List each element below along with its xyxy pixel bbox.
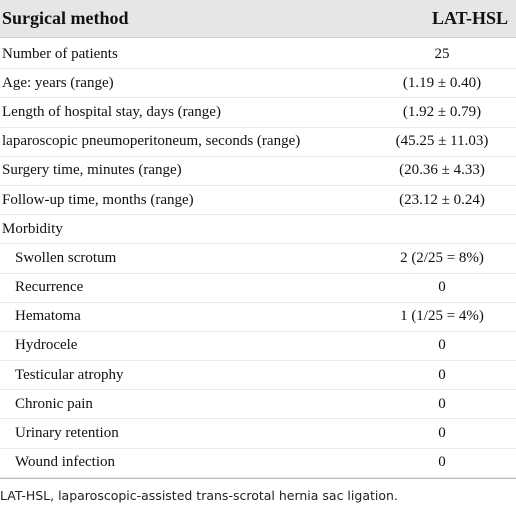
row-value: (20.36 ± 4.33) [399, 162, 485, 179]
table-bottom-rule [0, 478, 516, 479]
row-label: Hydrocele [15, 337, 78, 354]
header-lat-hsl: LAT-HSL [431, 8, 508, 28]
row-label: Chronic pain [15, 395, 93, 412]
table-row [0, 449, 516, 478]
row-value: 0 [438, 454, 446, 471]
row-value: 0 [438, 279, 446, 296]
table-header [0, 0, 516, 38]
row-value: 2 (2/25 = 8%) [400, 249, 484, 266]
table-row [0, 128, 516, 157]
table-row [0, 215, 516, 244]
row-value: 0 [438, 366, 446, 383]
row-value: (1.92 ± 0.79) [402, 103, 482, 120]
table-row [0, 186, 516, 215]
row-label: Swollen scrotum [15, 249, 117, 266]
row-label: laparoscopic pneumoperitoneum, seconds (range) [2, 133, 301, 150]
row-value: (23.12 ± 0.24) [399, 191, 485, 208]
row-label: Morbidity [2, 220, 63, 237]
row-value: 25 [434, 45, 450, 62]
table-row [0, 419, 516, 448]
table-row [0, 361, 516, 390]
row-label: Hematoma [15, 308, 81, 325]
row-label: Wound infection [15, 454, 116, 471]
table-footnote: LAT-HSL, laparoscopic-assisted trans-scrotal hernia sac ligation. [0, 488, 398, 503]
row-value: 1 (1/25 = 4%) [400, 308, 484, 325]
row-label: Urinary retention [15, 425, 119, 442]
row-label: Testicular atrophy [15, 366, 124, 383]
table-row [0, 390, 516, 419]
table-body [0, 38, 516, 478]
row-label: Length of hospital stay, days (range) [2, 103, 221, 120]
row-value: 0 [438, 395, 446, 412]
table-row [0, 244, 516, 273]
row-label: Age: years (range) [2, 74, 114, 91]
table-row [0, 98, 516, 127]
row-label: Follow-up time, months (range) [2, 191, 194, 208]
row-value: 0 [438, 337, 446, 354]
header-surgical-method: Surgical method [2, 8, 129, 28]
row-value: (1.19 ± 0.40) [402, 74, 482, 91]
table-row [0, 303, 516, 332]
row-label: Number of patients [2, 45, 118, 62]
table-row [0, 332, 516, 361]
row-value: (45.25 ± 11.03) [395, 133, 489, 150]
row-label: Recurrence [15, 279, 84, 296]
row-value: 0 [438, 425, 446, 442]
table-row [0, 157, 516, 186]
row-label: Surgery time, minutes (range) [2, 162, 182, 179]
table-row [0, 69, 516, 98]
table-row [0, 274, 516, 303]
table-row [0, 40, 516, 69]
